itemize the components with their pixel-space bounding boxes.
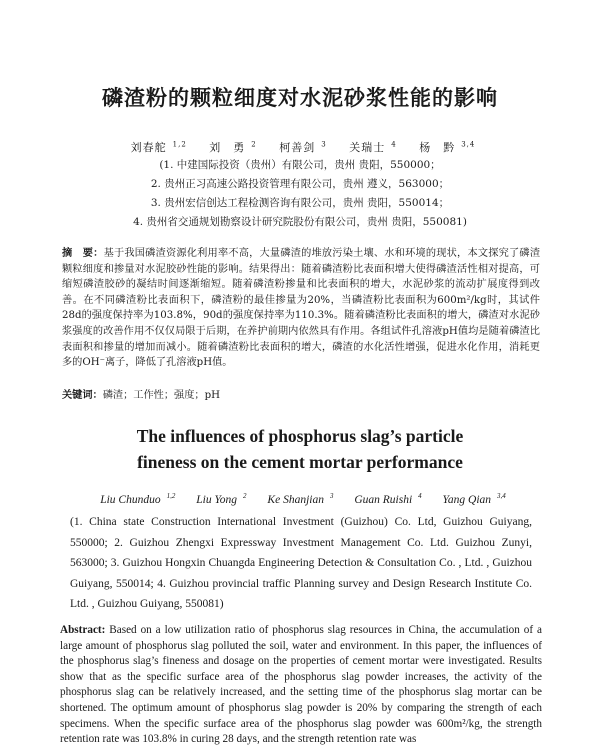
en-author: Liu Yong $^2$ <box>196 492 247 506</box>
cn-abstract-label: 摘 要： <box>62 248 104 259</box>
en-abstract-label: Abstract: <box>60 624 106 636</box>
cn-author: 刘 勇 $^2$ <box>209 140 257 154</box>
en-author: Yang Qian $^{3,4}$ <box>442 492 506 506</box>
en-author: Liu Chunduo $^{1,2}$ <box>100 492 176 506</box>
cn-affiliation-2: 2. 贵州正习高速公路投资管理有限公司，贵州 遵义，563000； <box>150 178 450 190</box>
en-author: Ke Shanjian $^3$ <box>267 492 334 506</box>
chinese-abstract <box>62 246 540 371</box>
cn-affiliation-1: (1. 中建国际投资（贵州）有限公司，贵州 贵阳，550000； <box>159 159 441 171</box>
cn-author: 柯善剑 $^3$ <box>279 140 327 154</box>
chinese-title: 磷渣粉的颗粒细度对水泥砂浆性能的影响 <box>102 86 498 110</box>
cn-keywords-label: 关键词： <box>62 390 103 401</box>
english-authors <box>0 494 600 506</box>
cn-author: 刘春舵 $^{1,2}$ <box>130 140 187 154</box>
cn-keywords-text: 磷渣；工作性；强度；pH <box>102 390 221 401</box>
en-author: Guan Ruishi $^4$ <box>354 492 422 506</box>
en-abstract-text: Based on a low utilization ratio of phosphorus slag resources in China, the accumulation of a large amount of phosphorus slag polluted the soil, water and environment. In this paper, the influences of the phosphorus slag’s fineness and dosage on the properties of cement mortar were investigated. Results show that as the specific surface area of the phosphorus slag powder increases, the activity of the phosphorus slag can be relatively increased, and the setting time of the phosphorus slag mortar can be shortened. The optimum amount of phosphorus slag powder is 20% by comparing the strength of each specimens. When the specific surface area of the phosphorus slag powder was 600m²/kg, the strength retention rate was 103.8% in curing 28 days, and the strength retention rate was <box>60 624 543 746</box>
english-title-line-1: The influences of phosphorus slag’s particle <box>136 426 464 446</box>
chinese-keywords <box>62 386 540 401</box>
english-title-line-2: fineness on the cement mortar performance <box>137 452 463 472</box>
cn-author: 杨 黔 $^{3,4}$ <box>419 140 476 154</box>
cn-affiliation-4: 4. 贵州省交通规划勘察设计研究院股份有限公司，贵州 贵阳，550081) <box>133 216 467 228</box>
cn-abstract-text: 基于我国磷渣资源化利用率不高，大量磷渣的堆放污染土壤、水和环境的现状，本文探究了磷渣颗粒细度和掺量对水泥胶砂性能的影响。结果得出：随着磷渣粉比表面积增大使得磷渣活性相对提高，可缩短磷渣胶砂的凝结时间逐渐缩短。随着磷渣粉掺量和比表面积的增大，水泥砂浆的流动扩展度得到改善。在不同磷渣粉比表面积下，磷渣粉的最佳掺量为20%，当磷渣粉比表面积为600m²/kg时，其试件28d的强度保持率为103.8%，90d的强度保持率为110.3%。随着磷渣粉比表面积的增大，磷渣对水泥砂浆强度的改善作用不仅仅局限于后期，在养护前期内依然具有作用。各组试件孔溶液pH值均是随着磷渣比表面积和掺量的增加而减小。随着磷渣粉比表面积的增大，磷渣的水化活性增强，促进水化作用，消耗更多的OH⁻离子，降低了孔溶液pH值。 <box>62 248 541 369</box>
chinese-authors <box>0 139 600 155</box>
english-affiliations: (1. China state Construction International Investment (Guizhou) Co. Ltd, Guizhou Guiyang, 550000; 2. Guizhou Zhengxi Expressway Investment Management Co. Ltd. Guizhou Zunyi, 563000; 3. Guizhou Hongxin Chuangda Engineering Detection & Consultation Co. , Ltd. , Guizhou Guiyang, 550014; 4. Guizhou provincial traffic Planning survey and Design Research Institute Co. Ltd. , Guizhou Guiyang, 550081) <box>70 516 532 610</box>
english-abstract <box>60 623 542 748</box>
cn-author: 关瑞士 $^4$ <box>349 140 397 154</box>
cn-affiliation-3: 3. 贵州宏信创达工程检测咨询有限公司，贵州 贵阳，550014； <box>150 197 450 209</box>
